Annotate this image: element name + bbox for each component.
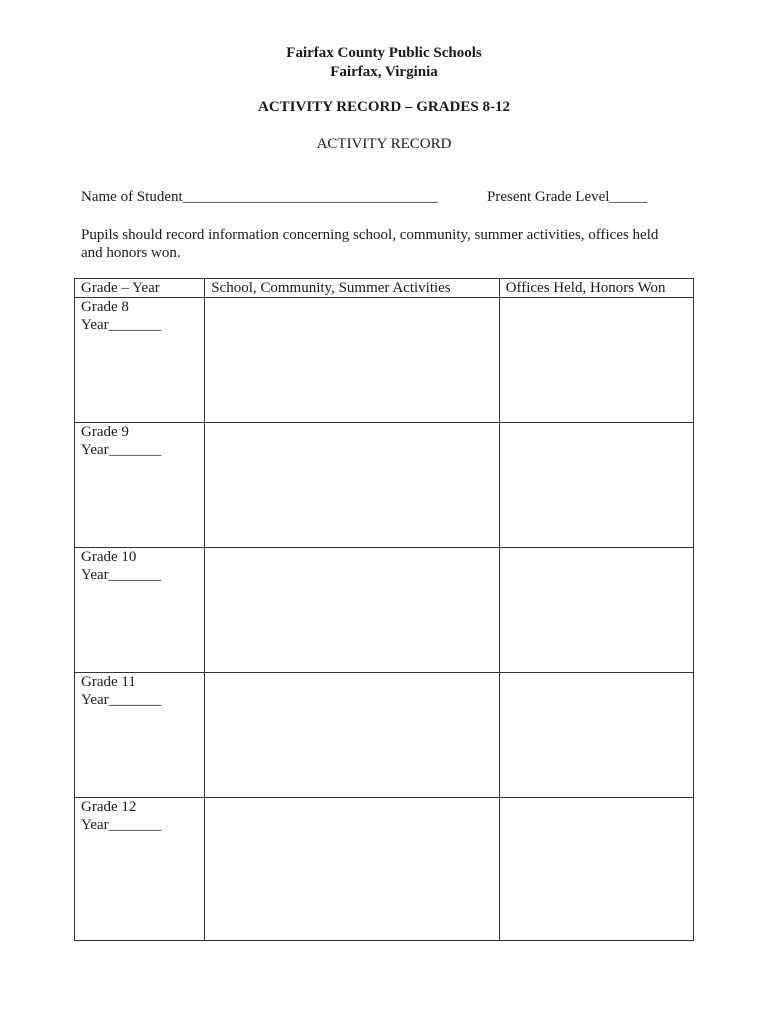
table-row: [75, 673, 694, 798]
grade-label: Grade 11: [81, 674, 136, 690]
header-activities: School, Community, Summer Activities: [205, 279, 499, 298]
header-grade-year: Grade – Year: [75, 279, 205, 298]
form-subtitle: ACTIVITY RECORD: [316, 136, 452, 152]
year-field[interactable]: Year_______: [81, 567, 162, 583]
year-field[interactable]: Year_______: [81, 442, 162, 458]
offices-honors-cell[interactable]: [499, 548, 693, 673]
activities-cell[interactable]: [205, 548, 499, 673]
offices-honors-cell[interactable]: [499, 798, 693, 941]
table-row: [75, 548, 694, 673]
grade-label: Grade 12: [81, 799, 137, 815]
offices-honors-cell[interactable]: [499, 298, 693, 423]
school-name: Fairfax County Public Schools: [286, 45, 482, 61]
grade-label: Grade 8: [81, 299, 129, 315]
grade-label: Grade 10: [81, 549, 137, 565]
grade-year-cell: [75, 673, 205, 798]
student-name-field[interactable]: Name of Student__________________________________: [81, 189, 438, 205]
table-row: [75, 798, 694, 941]
instructions-text: Pupils should record information concerning school, community, summer activities, offices held and honors won.: [81, 227, 659, 261]
table-row: [75, 298, 694, 423]
grade-year-cell: [75, 298, 205, 423]
offices-honors-cell[interactable]: [499, 423, 693, 548]
grade-year-cell: [75, 423, 205, 548]
activities-cell[interactable]: [205, 298, 499, 423]
year-field[interactable]: Year_______: [81, 817, 162, 833]
year-field[interactable]: Year_______: [81, 317, 162, 333]
activity-table: [74, 278, 694, 941]
school-location: Fairfax, Virginia: [330, 64, 438, 80]
activities-cell[interactable]: [205, 423, 499, 548]
form-title: ACTIVITY RECORD – GRADES 8-12: [258, 99, 510, 115]
offices-honors-cell[interactable]: [499, 673, 693, 798]
grade-label: Grade 9: [81, 424, 129, 440]
year-field[interactable]: Year_______: [81, 692, 162, 708]
grade-year-cell: [75, 798, 205, 941]
activities-cell[interactable]: [205, 673, 499, 798]
present-grade-level-field[interactable]: Present Grade Level_____: [487, 189, 647, 205]
grade-year-cell: [75, 548, 205, 673]
table-row: [75, 423, 694, 548]
activities-cell[interactable]: [205, 798, 499, 941]
header-offices-honors: Offices Held, Honors Won: [499, 279, 693, 298]
table-header-row: [75, 279, 694, 298]
